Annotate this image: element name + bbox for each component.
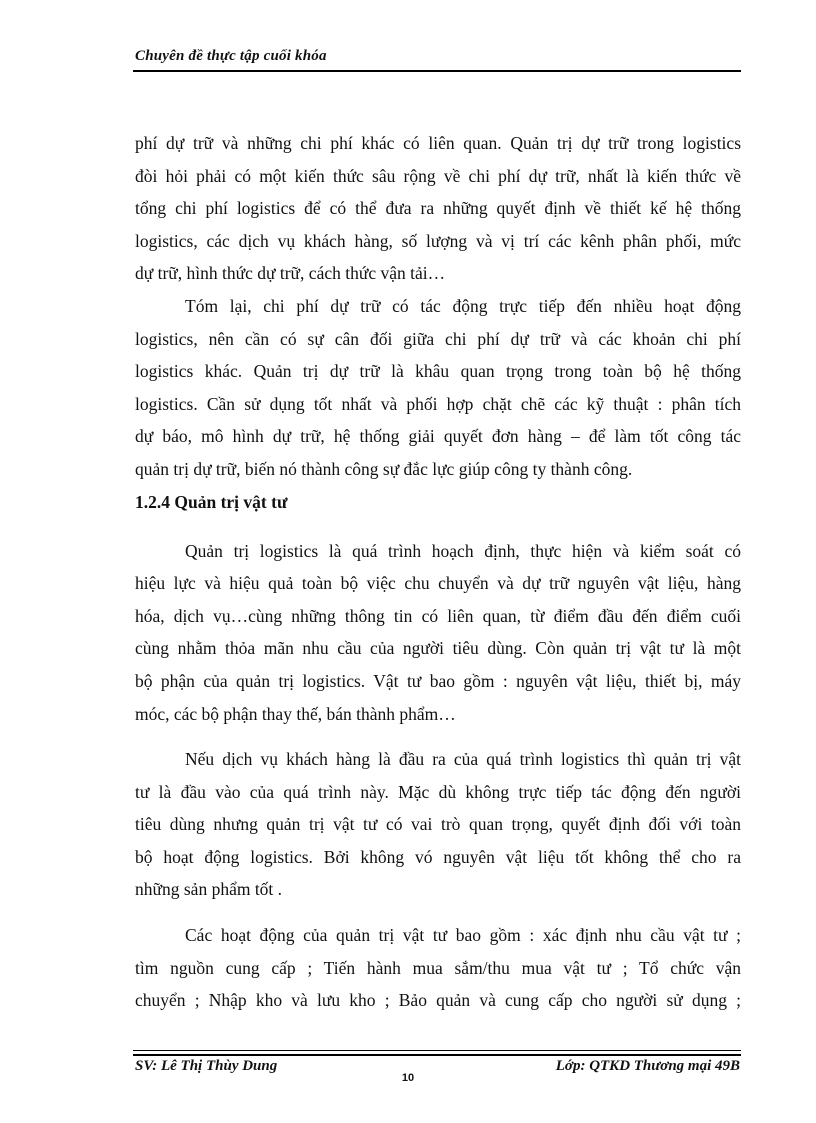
text-line: cùng nhằm thỏa mãn nhu cầu của người tiêu dùng. Còn quản trị vật tư là một — [135, 638, 741, 659]
section-heading: 1.2.4 Quản trị vật tư — [135, 491, 288, 512]
footer-student-name: SV: Lê Thị Thùy Dung — [135, 1058, 278, 1074]
text-line: tìm nguồn cung cấp ; Tiến hành mua sắm/thu mua vật tư ; Tổ chức vận — [135, 957, 741, 978]
page-header-title: Chuyên đề thực tập cuối khóa — [135, 48, 327, 64]
footer-class-name: Lớp: QTKD Thương mại 49B — [555, 1058, 740, 1074]
text-line: phí dự trữ và những chi phí khác có liên quan. Quản trị dự trữ trong logistics — [135, 133, 741, 153]
text-line: quản trị dự trữ, biến nó thành công sự đắc lực giúp công ty thành công. — [135, 458, 633, 479]
text-line: dự trữ, hình thức dự trữ, cách thức vận tải… — [135, 263, 446, 284]
paragraph — [135, 127, 741, 290]
text-line: Tóm lại, chi phí dự trữ có tác động trực tiếp đến nhiều hoạt động — [185, 295, 741, 316]
text-line: Quản trị logistics là quá trình hoạch định, thực hiện và kiểm soát có — [185, 540, 741, 561]
text-line: dự báo, mô hình dự trữ, hệ thống giải quyết đơn hàng – để làm tốt công tác — [135, 426, 741, 447]
page-number: 10 — [401, 1072, 415, 1084]
text-line: tư là đầu vào của quá trình này. Mặc dù không trực tiếp tác động đến người — [135, 781, 741, 802]
paragraph — [135, 919, 741, 1017]
text-line: hóa, dịch vụ…cùng những thông tin có liên quan, từ điểm đầu đến điểm cuối — [135, 605, 741, 626]
spacer — [135, 906, 741, 919]
text-line: logistics. Cần sử dụng tốt nhất và phối hợp chặt chẽ các kỹ thuật : phân tích — [135, 393, 741, 414]
text-line: bộ phận của quản trị logistics. Vật tư bao gồm : nguyên vật liệu, thiết bị, máy — [135, 670, 741, 691]
spacer — [135, 730, 741, 743]
text-line: đòi hỏi phải có một kiến thức sâu rộng về chi phí dự trữ, nhất là kiến thức về — [135, 165, 741, 186]
paragraph — [135, 535, 741, 731]
text-line: những sản phẩm tốt . — [135, 879, 283, 900]
text-line: Nếu dịch vụ khách hàng là đầu ra của quá trình logistics thì quản trị vật — [185, 749, 741, 770]
text-line: hiệu lực và hiệu quả toàn bộ việc chu chuyển và dự trữ nguyên vật liệu, hàng — [135, 573, 741, 594]
text-line: móc, các bộ phận thay thế, bán thành phẩm… — [135, 703, 456, 724]
text-line: logistics, các dịch vụ khách hàng, số lượng và vị trí các kênh phân phối, mức — [135, 230, 741, 251]
footer-rule — [133, 1050, 741, 1051]
text-line: tổng chi phí logistics để có thể đưa ra những quyết định về thiết kế hệ thống — [135, 198, 741, 219]
paragraph — [135, 743, 741, 906]
text-line: Các hoạt động của quản trị vật tư bao gồm : xác định nhu cầu vật tư ; — [185, 925, 741, 946]
footer-rule — [133, 1054, 741, 1056]
text-line: logistics khác. Quản trị dự trữ là khâu quan trọng trong toàn bộ hệ thống — [135, 361, 741, 382]
text-line: chuyển ; Nhập kho và lưu kho ; Bảo quản và cung cấp cho người sử dụng ; — [135, 990, 741, 1011]
text-line: logistics, nên cần có sự cân đối giữa chi phí dự trữ và các khoản chi phí — [135, 328, 741, 349]
paragraph — [135, 290, 741, 486]
text-line: tiêu dùng nhưng quản trị vật tư có vai trò quan trọng, quyết định đối với toàn — [135, 814, 741, 835]
spacer — [135, 522, 741, 535]
document-body — [135, 127, 741, 1017]
header-rule — [133, 70, 741, 72]
text-line: bộ hoạt động logistics. Bởi không vó nguyên vật liệu tốt không thể cho ra — [135, 846, 741, 867]
